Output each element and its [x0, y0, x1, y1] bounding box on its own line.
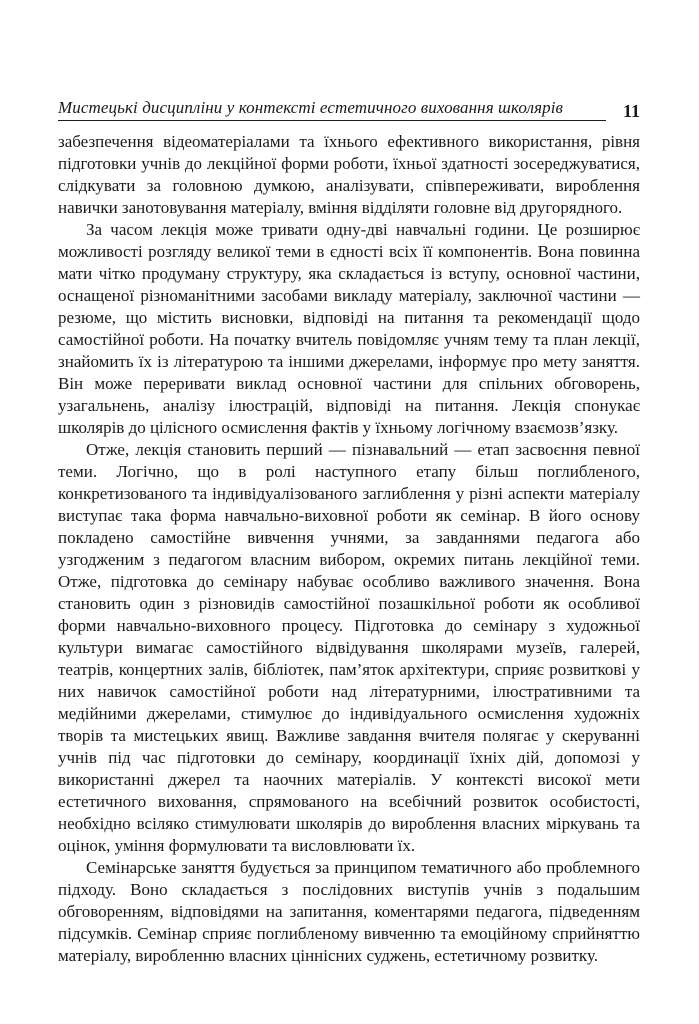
- body-text: [58, 131, 640, 967]
- paragraph-continuation: забезпечення відеоматеріалами та їхнього ефективного використання, рівня підготовки учнів до лекційної форми роботи, їхньої здатності зосереджуватися, слідкувати за головною думкою, аналізувати, співпереживати, вироблення навички занотовування матеріалу, вміння відділяти головне від другорядного.: [58, 132, 640, 217]
- running-header: [58, 98, 640, 124]
- paragraph-lecture-duration: За часом лекція може тривати одну-дві навчальні години. Це розширює можливості розгляду великої теми в єдності всіх її компонентів. Вона повинна мати чітко продуману структуру, яка складається із вступу, основної частини, оснащеної різноманітними засобами викладу матеріалу, заключної частини — резюме, що містить висновки, відповіді на питання та рекомендації щодо самостійної роботи. На початку вчитель повідомляє учням тему та план лекції, знайомить їх із літературою та іншими джерелами, інформує про мету заняття. Він може переривати виклад основної частини для спільних обговорень, узагальнень, аналізу ілюстрацій, відповіді на питання. Лекція спонукає школярів до цілісного осмислення фактів у їхньому логічному взаємозв’язку.: [58, 220, 640, 437]
- paragraph-seminar-structure: Семінарське заняття будується за принципом тематичного або проблемного підходу. Воно складається з послідовних виступів учнів з подальшим обговоренням, відповідями на запитання, коментарями педагога, підведенням підсумків. Семінар сприяє поглибленому вивченню та емоційному сприйняттю матеріалу, виробленню власних ціннісних суджень, естетичному розвитку.: [58, 858, 640, 965]
- running-header-title: Мистецькі дисципліни у контексті естетичного виховання школярів: [58, 98, 563, 117]
- header-rule: [58, 120, 606, 121]
- paragraph-seminar-stage: Отже, лекція становить перший — пізнавальний — етап засвоєння певної теми. Логічно, що в ролі наступного етапу більш поглибленого, конкретизованого та індивідуалізованого заглиблення у різні аспекти матеріалу виступає така форма навчально-виховної роботи як семінар. В його основу покладено самостійне вивчення учнями, за завданнями педагога або узгодженим з педагогом власним вибором, окремих питань лекційної теми. Отже, підготовка до семінару набуває особливо важливого значення. Вона становить один з різновидів самостійної позашкільної роботи як особливої форми навчально-виховного процесу. Підготовка до семінару з художньої культури вимагає самостійного відвідування школярами музеїв, галерей, театрів, концертних залів, бібліотек, пам’яток архітектури, сприяє розвиткові у них навичок самостійної роботи над літературними, ілюстративними та медійними джерелами, стимулює до індивідуального осмислення художніх творів та мистецьких явищ. Важливе завдання вчителя полягає у скеруванні учнів під час підготовки до семінару, координації їхніх дій, допомозі у використанні джерел та наочних матеріалів. У контексті високої мети естетичного виховання, спрямованого на всебічний розвиток особистості, необхідно всіляко стимулювати школярів до вироблення власних міркувань та оцінок, уміння формулювати та висловлювати їх.: [58, 440, 640, 855]
- page-number: 11: [622, 101, 640, 121]
